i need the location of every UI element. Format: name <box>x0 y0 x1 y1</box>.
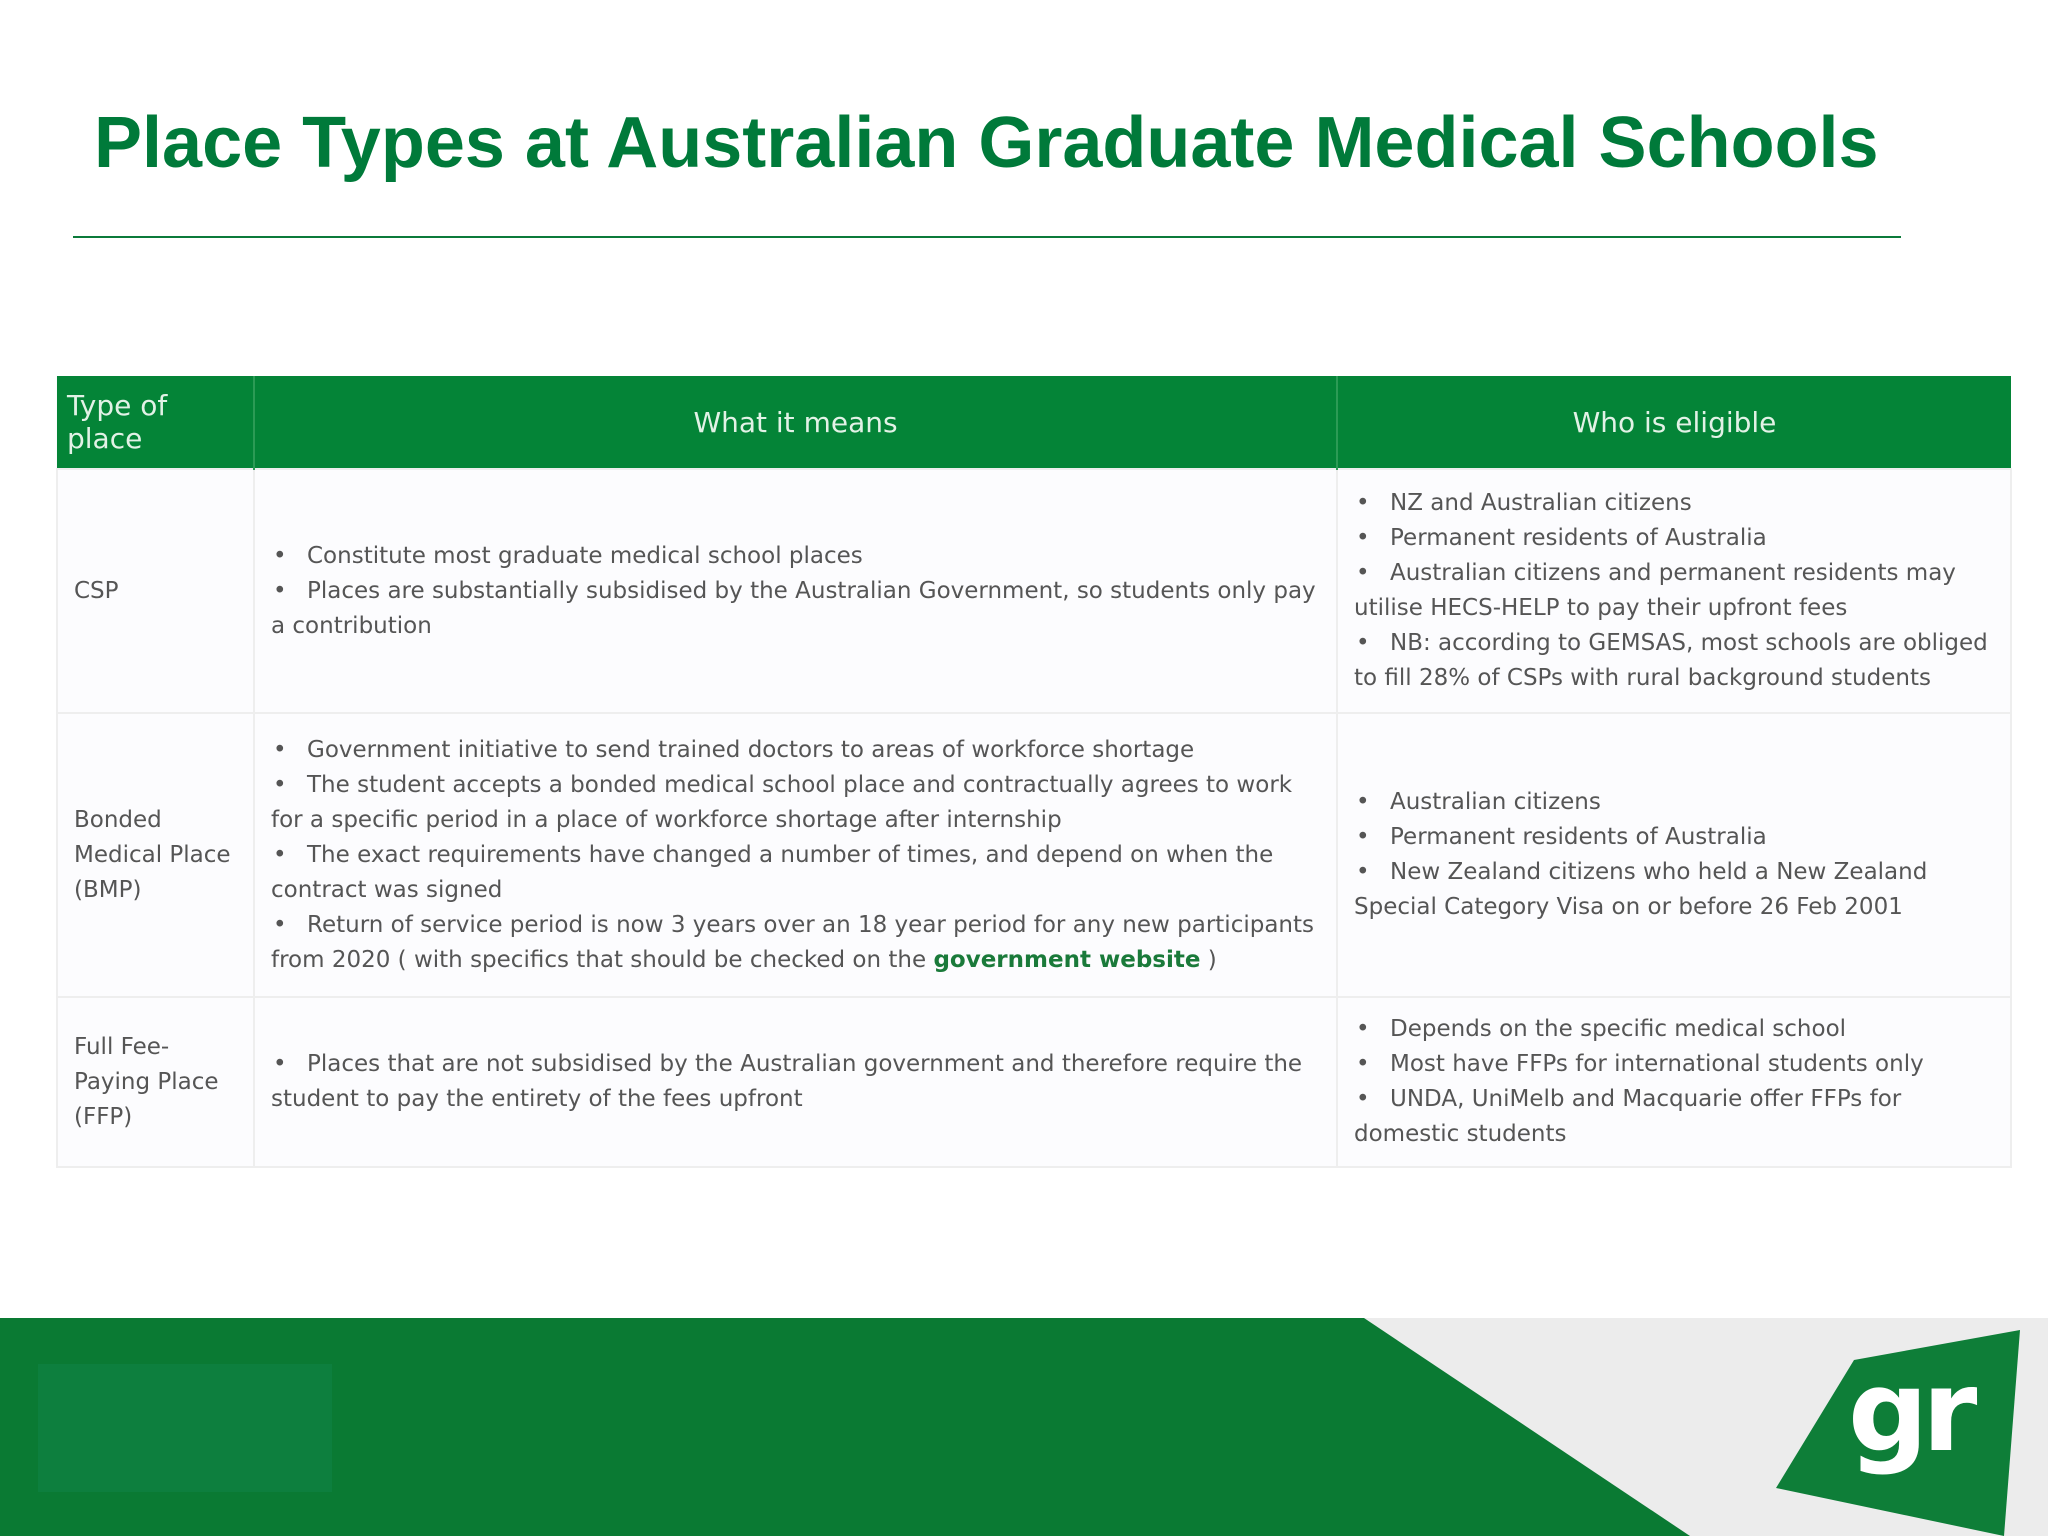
eligibility-cell <box>1337 713 2011 997</box>
bullet-icon: • <box>1356 1086 1370 1112</box>
footer-shape <box>0 1318 2048 1536</box>
meaning-cell <box>254 713 1337 997</box>
logo-text: gr <box>1848 1347 1972 1477</box>
meaning-cell <box>254 997 1337 1167</box>
list-item: • Depends on the specific medical school <box>1354 1012 1994 1047</box>
government-website-link[interactable]: government website <box>933 946 1201 973</box>
place-type-label: Bonded Medical Place (BMP) <box>74 806 231 903</box>
list-item: • Places are substantially subsidised by the Australian Government, so students only pay a contribution <box>271 574 1320 644</box>
place-type-label: Full Fee-Paying Place (FFP) <box>74 1033 219 1130</box>
list-item: • The student accepts a bonded medical school place and contractually agrees to work for a specific period in a place of workforce shortage after internship <box>271 768 1320 838</box>
bullet-icon: • <box>1356 1016 1370 1042</box>
list-item: • UNDA, UniMelb and Macquarie offer FFPs for domestic students <box>1354 1082 1994 1152</box>
table-row <box>57 997 2011 1167</box>
place-types-table <box>56 376 2010 1168</box>
list-item: • Constitute most graduate medical school places <box>271 539 1320 574</box>
list-item: • NB: according to GEMSAS, most schools are obliged to fill 28% of CSPs with rural background students <box>1354 626 1994 696</box>
title-divider <box>73 236 1901 238</box>
list-item: • Australian citizens and permanent residents may utilise HECS-HELP to pay their upfront fees <box>1354 556 1994 626</box>
bullet-icon: • <box>1356 859 1370 885</box>
bullet-icon: • <box>273 736 287 763</box>
header-who-is-eligible: Who is eligible <box>1337 376 2011 469</box>
list-item: • New Zealand citizens who held a New Zealand Special Category Visa on or before 26 Feb 2001 <box>1354 855 1994 925</box>
bullet-icon: • <box>273 577 287 604</box>
list-item: • Permanent residents of Australia <box>1354 521 1994 556</box>
header-type-of-place: Type of place <box>57 376 254 469</box>
eligibility-cell <box>1337 469 2011 713</box>
list-item: • Return of service period is now 3 years over an 18 year period for any new participants from 2020 ( with specifics that should be checked on the government website ) <box>271 908 1320 978</box>
table-row <box>57 713 2011 997</box>
bullet-icon: • <box>273 1051 287 1077</box>
place-type-cell <box>57 469 254 713</box>
bullet-icon: • <box>273 911 287 938</box>
bullet-icon: • <box>1356 1051 1370 1077</box>
bullet-icon: • <box>1356 630 1370 656</box>
bullet-icon: • <box>273 841 287 868</box>
place-type-label: CSP <box>74 577 119 604</box>
list-item: • Australian citizens <box>1354 785 1994 820</box>
table-header-row <box>57 376 2011 469</box>
place-type-cell <box>57 713 254 997</box>
table-row <box>57 469 2011 713</box>
list-item: • Places that are not subsidised by the Australian government and therefore require the student to pay the entirety of the fees upfront <box>271 1047 1320 1117</box>
meaning-cell <box>254 469 1337 713</box>
bullet-icon: • <box>1356 824 1370 850</box>
header-what-it-means: What it means <box>254 376 1337 469</box>
list-item: • NZ and Australian citizens <box>1354 486 1994 521</box>
place-type-cell <box>57 997 254 1167</box>
bullet-icon: • <box>1356 789 1370 815</box>
footer-band <box>0 1318 2048 1536</box>
list-item: • Government initiative to send trained doctors to areas of workforce shortage <box>271 733 1320 768</box>
bullet-icon: • <box>1356 560 1370 586</box>
eligibility-cell <box>1337 997 2011 1167</box>
bullet-icon: • <box>1356 490 1370 516</box>
bullet-icon: • <box>273 542 287 569</box>
list-item: • Permanent residents of Australia <box>1354 820 1994 855</box>
bullet-icon: • <box>273 771 287 798</box>
list-item: • The exact requirements have changed a number of times, and depend on when the contract was signed <box>271 838 1320 908</box>
slide-title: Place Types at Australian Graduate Medical Schools <box>94 103 1879 183</box>
bullet-icon: • <box>1356 525 1370 551</box>
list-item: • Most have FFPs for international students only <box>1354 1047 1994 1082</box>
